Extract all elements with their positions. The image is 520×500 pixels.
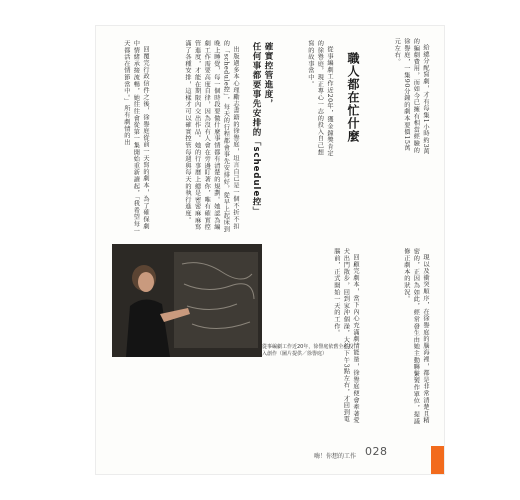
body-column-intro [372, 38, 430, 158]
afternoon-paragraph: 回顧完劇本，當下內心充滿劇情能量，徐譽庭便會牽著愛犬出門散步，回到家沖個澡，大約下午3點左右，才回到電腦前，正式開始一天的工作。 [332, 248, 359, 425]
photo-caption: 從事編劇工作近20年，徐譽庭依舊全心投入創作（圖片提供／徐譽庭） [262, 344, 354, 357]
section-label: 嗨！你想的工作 [314, 453, 357, 460]
section-heading-schedule [244, 42, 274, 237]
book-page [96, 26, 444, 474]
body-column-afternoon [316, 248, 360, 428]
review-paragraph: 回覆完行政信件之後，徐譽庭從前一天寫的劇本，為了確保劇中情緒承接流暢，她往往會從第一集開始重新讀起，「我希望每一天都活在情節當中。」所有劇情的出 [122, 40, 149, 235]
body-column-schedule [152, 40, 240, 236]
body-column-plot [370, 248, 430, 428]
page-number: 028 [365, 445, 388, 458]
schedule-paragraph: 出版過多本心理勵志書籍的徐譽庭，坦言自己是一個不折不扣的「schedule控」，每天的行程都會事先安排好，從早上起床到晚上睡覺，每一個時段要做什麼事情都有清楚的規劃。她認為編劇工作需要高度自律，因為沒有人會在旁邊盯著你，唯有確實控管進度，才能在期限內交出作品。她的行事曆上總是密密麻麻寫滿了各種安排，這樣才可以確實控管每週與每天的執行進度。 [184, 40, 239, 233]
photo-illustration [112, 244, 262, 357]
section-heading-busy: 職人都在忙什麼 [346, 52, 360, 143]
section-tab [431, 446, 444, 474]
plot-paragraph: 現以及衝突順序，在徐譽庭的腦海裡，都是非常清楚且精密的，正因為如此，經常發生由她主動聯繫製作單位，提議修正劇本的狀況。 [402, 248, 429, 425]
writer-photo [112, 244, 262, 357]
body-column-career [306, 40, 334, 160]
body-column-review [104, 40, 150, 236]
intro-paragraph: 給總分配寫劇，才有每集1小時約3萬的編劇費用，而如今已擁有相當經驗的徐譽庭，一集90分鐘的劇本要價15萬元左右。 [393, 38, 429, 156]
career-paragraph: 從事編劇工作近20年，獲金鐘獎肯定的徐譽庭，現正專心一志的投入自己想寫的故事當中。 [306, 40, 333, 158]
schedule-heading-line2: 任何事都要事先安排的「schedule控」 [251, 42, 261, 217]
schedule-heading-line1: 確實控管進度， [263, 42, 273, 109]
